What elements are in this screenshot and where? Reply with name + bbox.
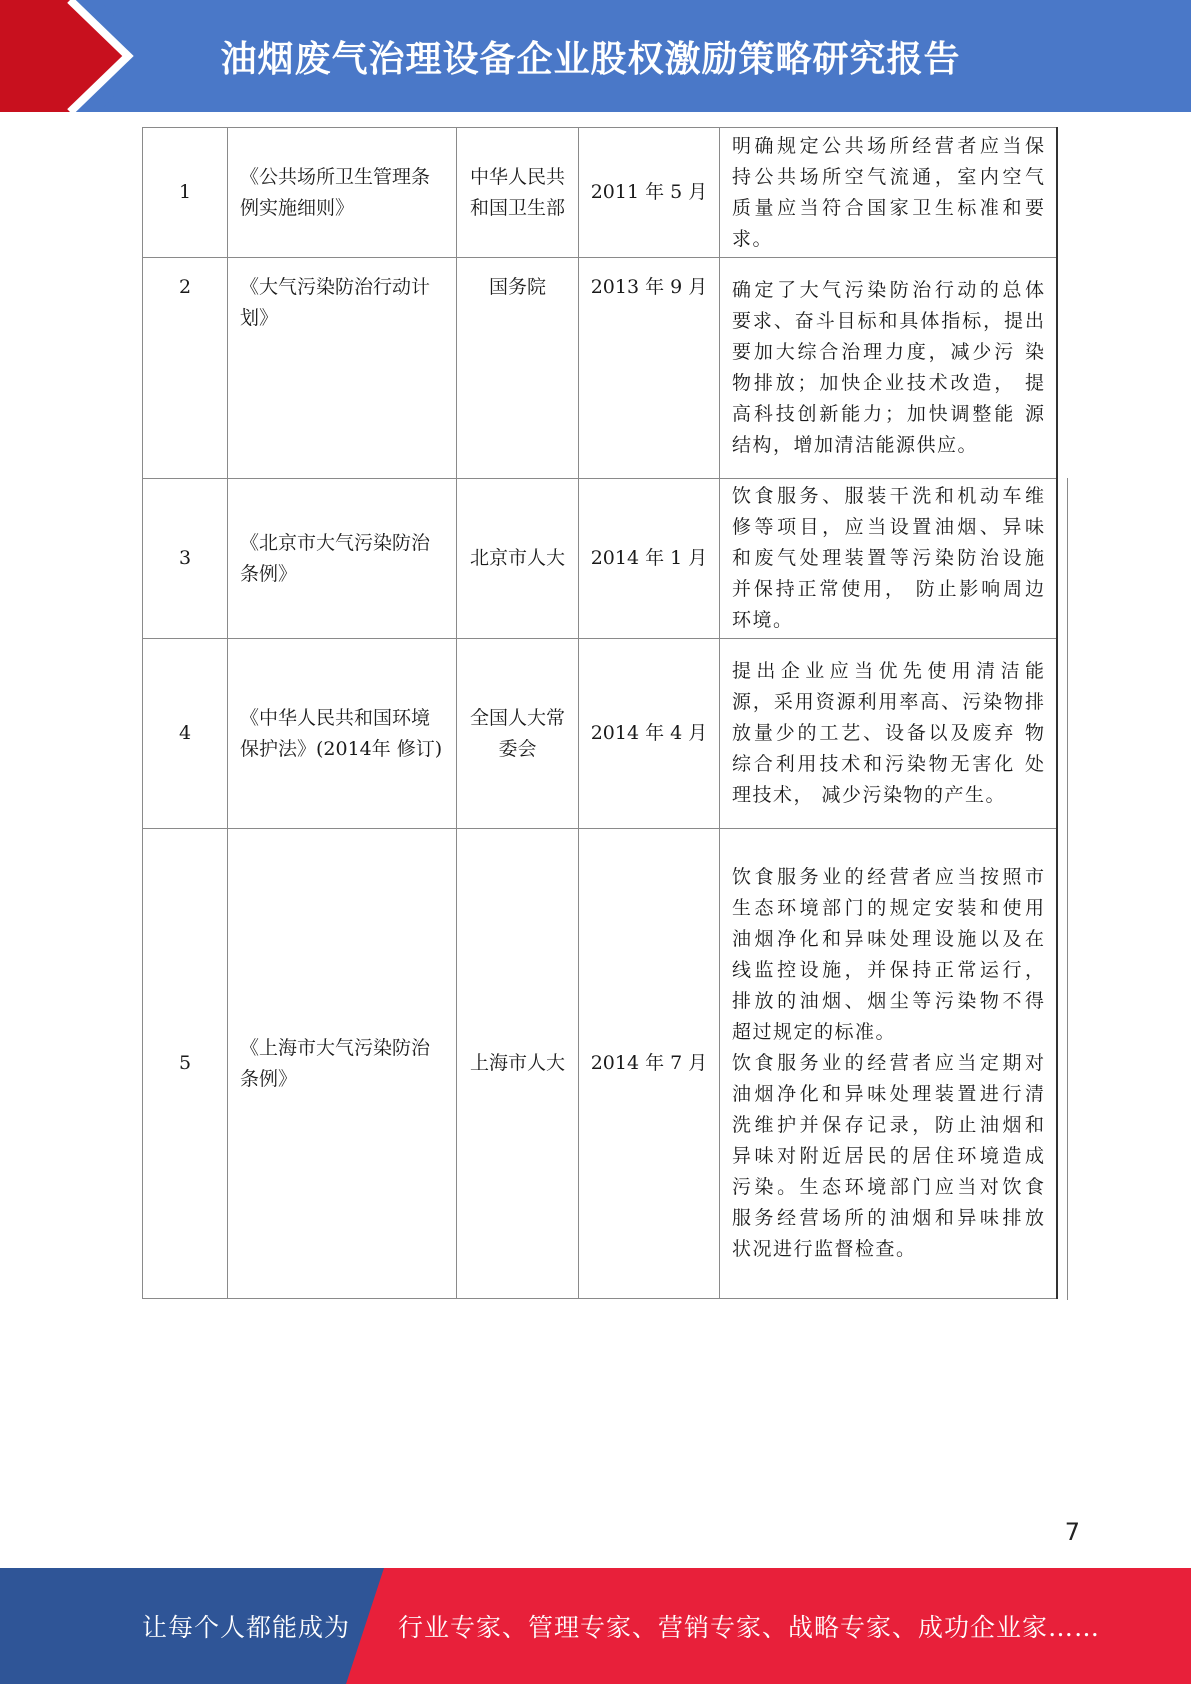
policy-description [720, 479, 1057, 639]
row-number: 1 [143, 128, 228, 258]
issue-date: 2011 年 5 月 [579, 128, 720, 258]
table-row [143, 258, 1057, 479]
issuing-body: 全国人大常委会 [457, 639, 579, 829]
table-row [143, 128, 1057, 258]
issue-date: 2014 年 4 月 [579, 639, 720, 829]
policy-name: 《大气污染防治行动计划》 [228, 258, 457, 479]
row-number: 4 [143, 639, 228, 829]
policy-name: 《北京市大气污染防治条例》 [228, 479, 457, 639]
issuing-body: 上海市人大 [457, 829, 579, 1299]
policy-description [720, 639, 1057, 829]
header-chevron-decoration [0, 0, 148, 112]
policy-description [720, 829, 1057, 1299]
issuing-body: 国务院 [457, 258, 579, 479]
row-number: 2 [143, 258, 228, 479]
policy-name: 《公共场所卫生管理条例实施细则》 [228, 128, 457, 258]
policy-name: 《中华人民共和国环境保护法》(2014年 修订) [228, 639, 457, 829]
table-row [143, 829, 1057, 1299]
report-title: 油烟废气治理设备企业股权激励策略研究报告 [220, 38, 961, 80]
page-number: 7 [1064, 1518, 1080, 1546]
issue-date: 2013 年 9 月 [579, 258, 720, 479]
table-row [143, 639, 1057, 829]
issue-date: 2014 年 1 月 [579, 479, 720, 639]
policy-name: 《上海市大气污染防治条例》 [228, 829, 457, 1299]
table-edge-line [1067, 478, 1068, 1300]
footer-slogan-left: 让每个人都能成为 [142, 1613, 351, 1642]
footer-slogan-right: 行业专家、管理专家、营销专家、战略专家、成功企业家…… [398, 1613, 1101, 1642]
issuing-body: 北京市人大 [457, 479, 579, 639]
description-paragraph: 确定了大气污染防治行动的总体 要求、奋斗目标和具体指标，提出要加大综合治理力度，减少污 染物排放；加快企业技术改造， 提高科技创新能力；加快调整能 源结构，增加清洁能源供应。 [732, 279, 1046, 456]
header-banner [0, 0, 1191, 112]
issuing-body: 中华人民共和国卫生部 [457, 128, 579, 258]
policy-table [142, 127, 1058, 1299]
footer-banner [0, 1568, 1191, 1684]
policy-description [720, 258, 1057, 479]
description-paragraph: 饮食服务业的经营者应当按照市 生态环境部门的规定安装和使用 油烟净化和异味处理设施以及在 线监控设施，并保持正常运行， 排放的油烟、烟尘等污染物不得 超过规定的标准。 [732, 866, 1046, 1043]
description-paragraph: 明确规定公共场所经营者应当保 持公共场所空气流通，室内空气 质量应当符合国家卫生标准和要 求。 [732, 134, 1046, 250]
issue-date: 2014 年 7 月 [579, 829, 720, 1299]
row-number: 5 [143, 829, 228, 1299]
description-paragraph: 饮食服务、服装干洗和机动车维 修等项目，应当设置油烟、异味 和废气处理装置等污染防治设施 并保持正常使用， 防止影响周边 环境。 [732, 485, 1046, 631]
policy-description [720, 128, 1057, 258]
description-paragraph: 饮食服务业的经营者应当定期对 油烟净化和异味处理装置进行清 洗维护并保存记录，防止油烟和 异味对附近居民的居住环境造成 污染。生态环境部门应当对饮食 服务经营场所的油烟和异味排放 状况进行监督检查。 [732, 1052, 1046, 1260]
row-number: 3 [143, 479, 228, 639]
description-paragraph: 提出企业应当优先使用清洁能 源，采用资源利用率高、污染物排放量少的工艺、设备以及废弃 物综合利用技术和污染物无害化 处理技术， 减少污染物的产生。 [732, 660, 1046, 806]
table-row [143, 479, 1057, 639]
